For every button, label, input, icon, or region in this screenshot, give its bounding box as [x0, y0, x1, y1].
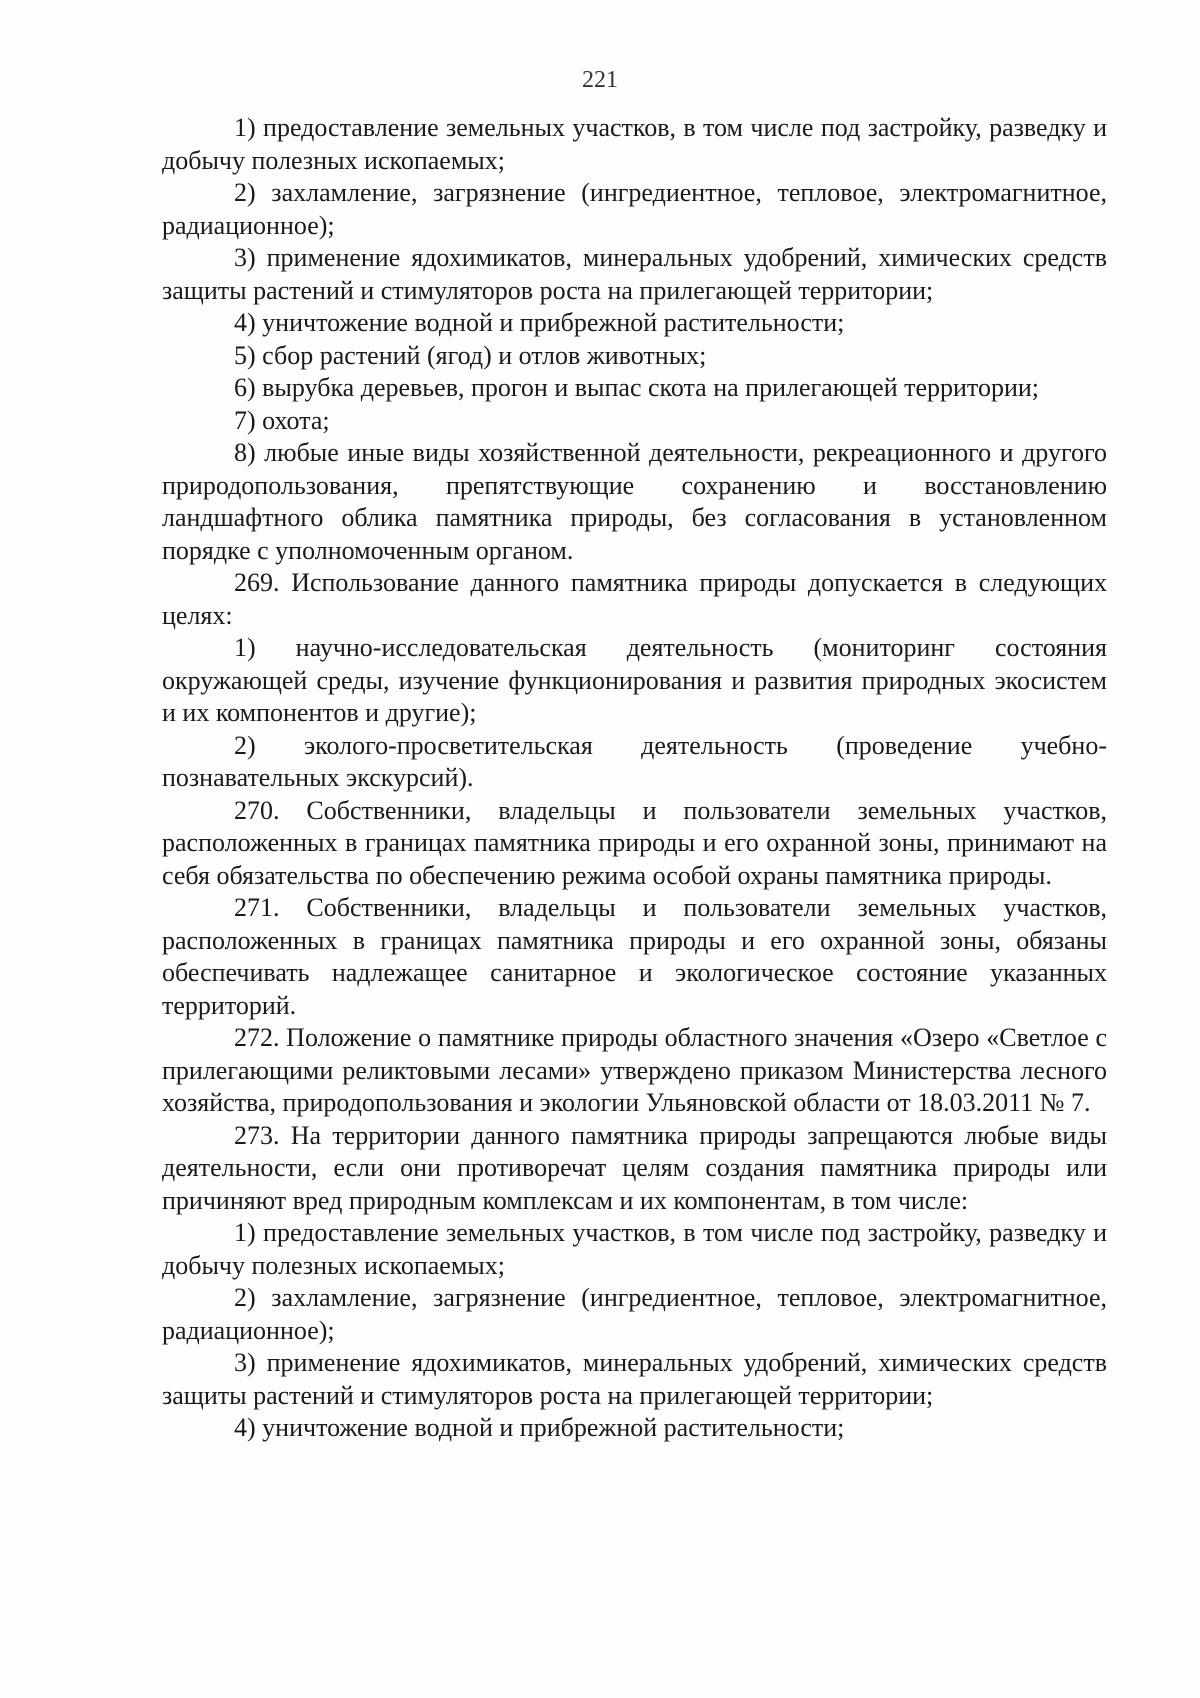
- paragraph: 1) предоставление земельных участков, в том числе под застройку, разведку и добычу полезных ископаемых;: [162, 1218, 1107, 1280]
- paragraph: 270. Собственники, владельцы и пользователи земельных участков, расположенных в границах памятника природы и его охранной зоны, принимают на себя обязательства по обеспечению режима особой охраны памятника природы.: [162, 795, 1107, 890]
- paragraph: 2) захламление, загрязнение (ингредиентное, тепловое, электромагнитное, радиационное);: [162, 178, 1107, 240]
- paragraph: 6) вырубка деревьев, прогон и выпас скота на прилегающей территории;: [234, 373, 1039, 402]
- document-body: [162, 112, 1107, 1445]
- paragraph: 272. Положение о памятнике природы областного значения «Озеро «Светлое с прилегающими реликтовыми лесами» утверждено приказом Министерства лесного хозяйства, природопользования и экологии Ульяновской области от 18.03.2011 № 7.: [162, 1023, 1107, 1117]
- paragraph: 271. Собственники, владельцы и пользователи земельных участков, расположенных в границах памятника природы и его охранной зоны, обязаны обеспечивать надлежащее санитарное и экологическое состояние указанных территорий.: [162, 893, 1107, 1020]
- paragraph: 4) уничтожение водной и прибрежной растительности;: [234, 1413, 845, 1442]
- paragraph: 3) применение ядохимикатов, минеральных удобрений, химических средств защиты растений и стимуляторов роста на прилегающей территории;: [162, 243, 1107, 305]
- paragraph: 5) сбор растений (ягод) и отлов животных;: [234, 340, 707, 370]
- paragraph: 3) применение ядохимикатов, минеральных удобрений, химических средств защиты растений и стимуляторов роста на прилегающей территории;: [162, 1348, 1107, 1410]
- paragraph: 2) эколого-просветительская деятельность (проведение учебно-познавательных экскурсий).: [162, 730, 1107, 792]
- paragraph: 1) предоставление земельных участков, в том числе под застройку, разведку и добычу полезных ископаемых;: [162, 113, 1107, 175]
- paragraph: 2) захламление, загрязнение (ингредиентное, тепловое, электромагнитное, радиационное);: [162, 1283, 1107, 1345]
- paragraph: 273. На территории данного памятника природы запрещаются любые виды деятельности, если они противоречат целям создания памятника природы или причиняют вред природным комплексам и их компонентам, в том числе:: [162, 1120, 1107, 1215]
- paragraph: 1) научно-исследовательская деятельность (мониторинг состояния окружающей среды, изучение функционирования и развития природных экосистем и их компонентов и другие);: [162, 633, 1107, 727]
- paragraph: 7) охота;: [234, 405, 330, 435]
- paragraph: 4) уничтожение водной и прибрежной растительности;: [234, 308, 845, 337]
- paragraph: 8) любые иные виды хозяйственной деятельности, рекреационного и другого природопользования, препятствующие сохранению и восстановлению ландшафтного облика памятника природы, без согласования в установленном порядке с уполномоченным органом.: [162, 438, 1107, 565]
- paragraph: 269. Использование данного памятника природы допускается в следующих целях:: [162, 568, 1107, 630]
- page-number: 221: [582, 67, 618, 93]
